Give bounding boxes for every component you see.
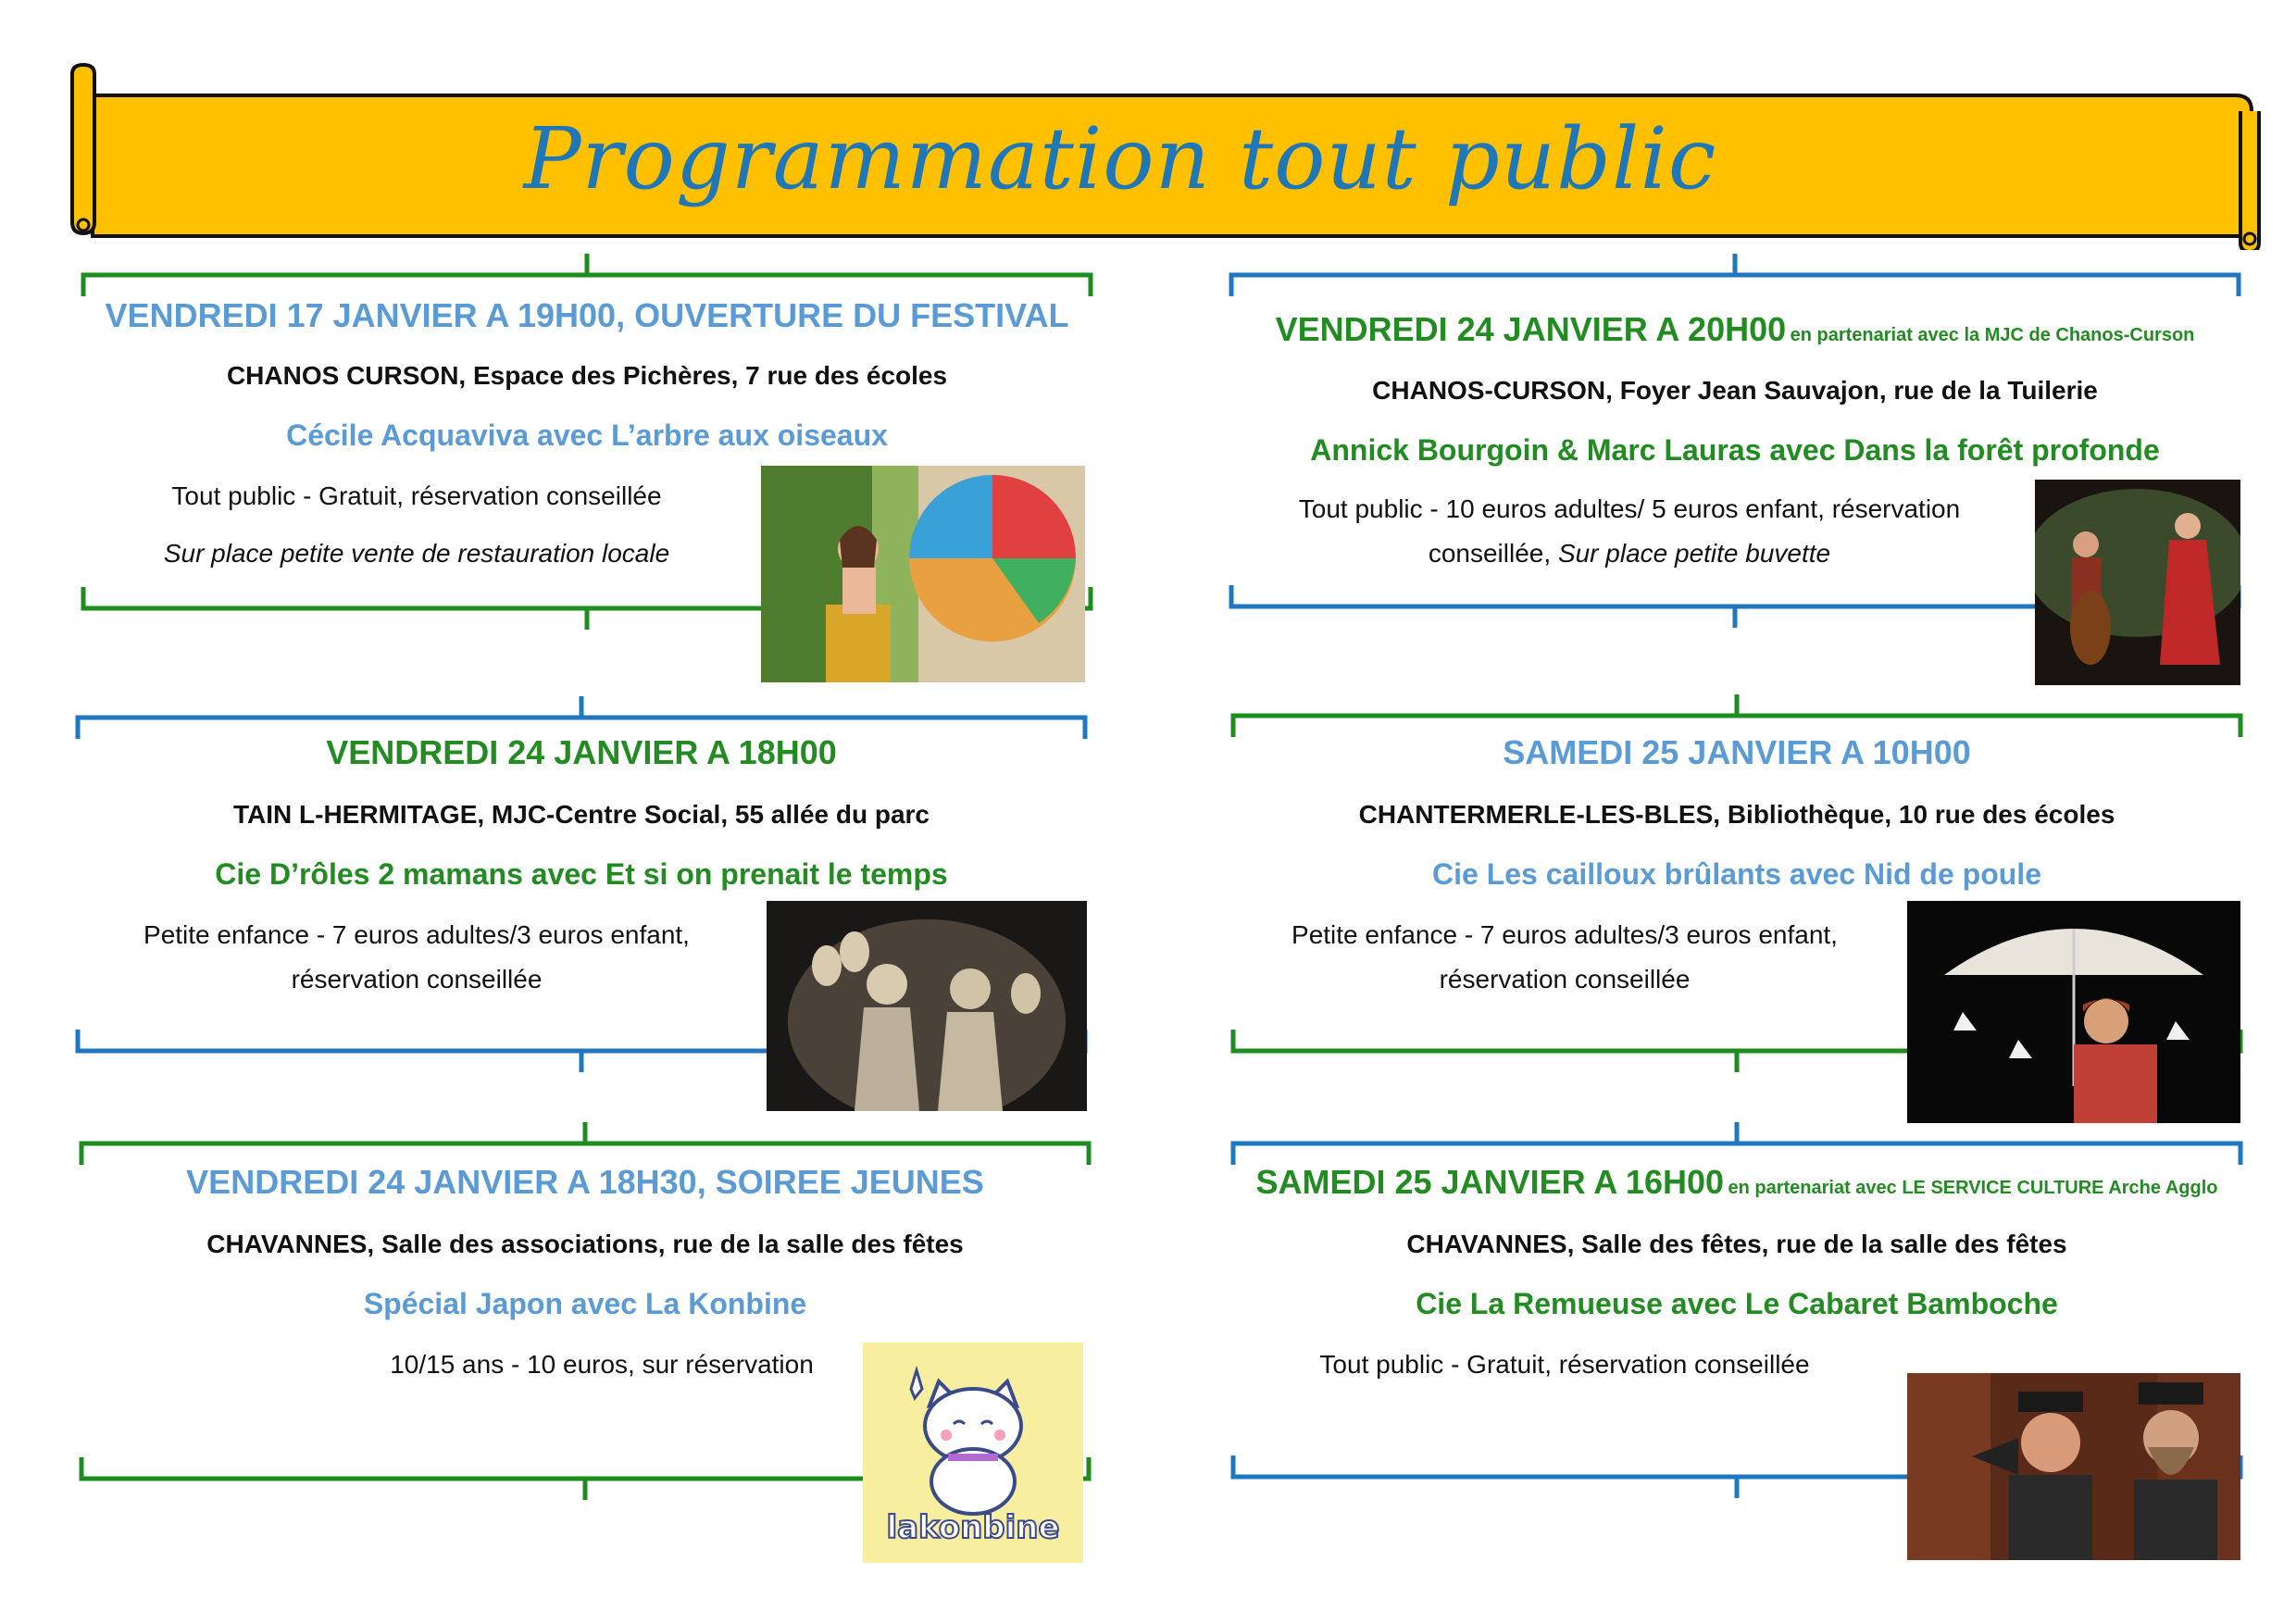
event-info-line-2: réservation conseillée <box>1439 965 1691 993</box>
event-venue: CHAVANNES, Salle des fêtes, rue de la salle des fêtes <box>1406 1230 2067 1258</box>
cabaret-performers-photo <box>1907 1373 2240 1560</box>
bracket-top-event-6 <box>1231 1120 2242 1167</box>
event-venue: CHAVANNES, Salle des associations, rue de la salle des fêtes <box>206 1230 964 1258</box>
two-women-dancing-photo <box>767 901 1087 1111</box>
bracket-top-event-1 <box>81 252 1092 298</box>
event-info: Tout public - 10 euros adultes/ 5 euros enfant, réservation <box>1298 494 1961 523</box>
event-date: VENDREDI 24 JANVIER A 18H00 <box>326 733 837 771</box>
event-date: SAMEDI 25 JANVIER A 10H00 <box>1503 733 1971 771</box>
event-venue: CHANOS-CURSON, Foyer Jean Sauvajon, rue de la Tuilerie <box>1372 376 2098 405</box>
event-date: VENDREDI 24 JANVIER A 18H30, SOIREE JEUNES <box>186 1163 984 1201</box>
event-show: Cie D’rôles 2 mamans avec Et si on prenait le temps <box>215 857 948 891</box>
event-show: Cie La Remueuse avec Le Cabaret Bamboche <box>1416 1287 2058 1320</box>
lakonbine-logo-text: lakonbine <box>886 1509 1060 1546</box>
cellist-and-storyteller-photo <box>2035 480 2240 685</box>
event-date-line <box>1231 1163 2242 1202</box>
event-info: 10/15 ans - 10 euros, sur réservation <box>390 1350 814 1379</box>
event-show: Cie Les cailloux brûlants avec Nid de poule <box>1432 857 2041 891</box>
event-date-line <box>1229 310 2240 349</box>
lakonbine-cat-logo <box>863 1343 1083 1563</box>
event-show: Annick Bourgoin & Marc Lauras avec Dans la forêt profonde <box>1310 433 2160 467</box>
event-info: Petite enfance - 7 euros adultes/3 euros enfant, <box>1292 920 1838 949</box>
bracket-top-event-2 <box>1229 252 2240 298</box>
bracket-top-event-4 <box>1231 693 2242 739</box>
event-venue: CHANTERMERLE-LES-BLES, Bibliothèque, 10 rue des écoles <box>1358 800 2115 829</box>
event-info-line-2: conseillée, Sur place petite buvette <box>1428 539 1831 568</box>
woman-under-umbrella-photo <box>1907 901 2240 1123</box>
event-date: VENDREDI 24 JANVIER A 20H00 <box>1275 310 1787 348</box>
event-show: Cécile Acquaviva avec L’arbre aux oiseaux <box>286 418 888 452</box>
event-venue: CHANOS CURSON, Espace des Pichères, 7 rue des écoles <box>226 361 948 390</box>
event-partner: en partenariat avec LE SERVICE CULTURE Arche Agglo <box>1728 1178 2218 1198</box>
title-banner <box>0 0 2296 250</box>
page-title: Programmation tout public <box>523 109 1717 208</box>
event-info: Tout public - Gratuit, réservation conseillée <box>1319 1350 1810 1379</box>
event-info-line-2: réservation conseillée <box>291 965 543 993</box>
bracket-top-event-5 <box>80 1120 1091 1167</box>
event-date: SAMEDI 25 JANVIER A 16H00 <box>1255 1163 1725 1201</box>
event-venue: TAIN L-HERMITAGE, MJC-Centre Social, 55 allée du parc <box>233 800 930 829</box>
event-show: Spécial Japon avec La Konbine <box>363 1287 807 1320</box>
woman-with-umbrella-photo <box>761 466 1085 682</box>
event-info-italic: Sur place petite vente de restauration locale <box>163 539 670 568</box>
event-info: Tout public - Gratuit, réservation conseillée <box>171 481 662 510</box>
event-partner: en partenariat avec la MJC de Chanos-Curson <box>1790 325 2195 345</box>
event-date: VENDREDI 17 JANVIER A 19H00, OUVERTURE DU FESTIVAL <box>105 296 1069 334</box>
event-info: Petite enfance - 7 euros adultes/3 euros enfant, <box>144 920 690 949</box>
